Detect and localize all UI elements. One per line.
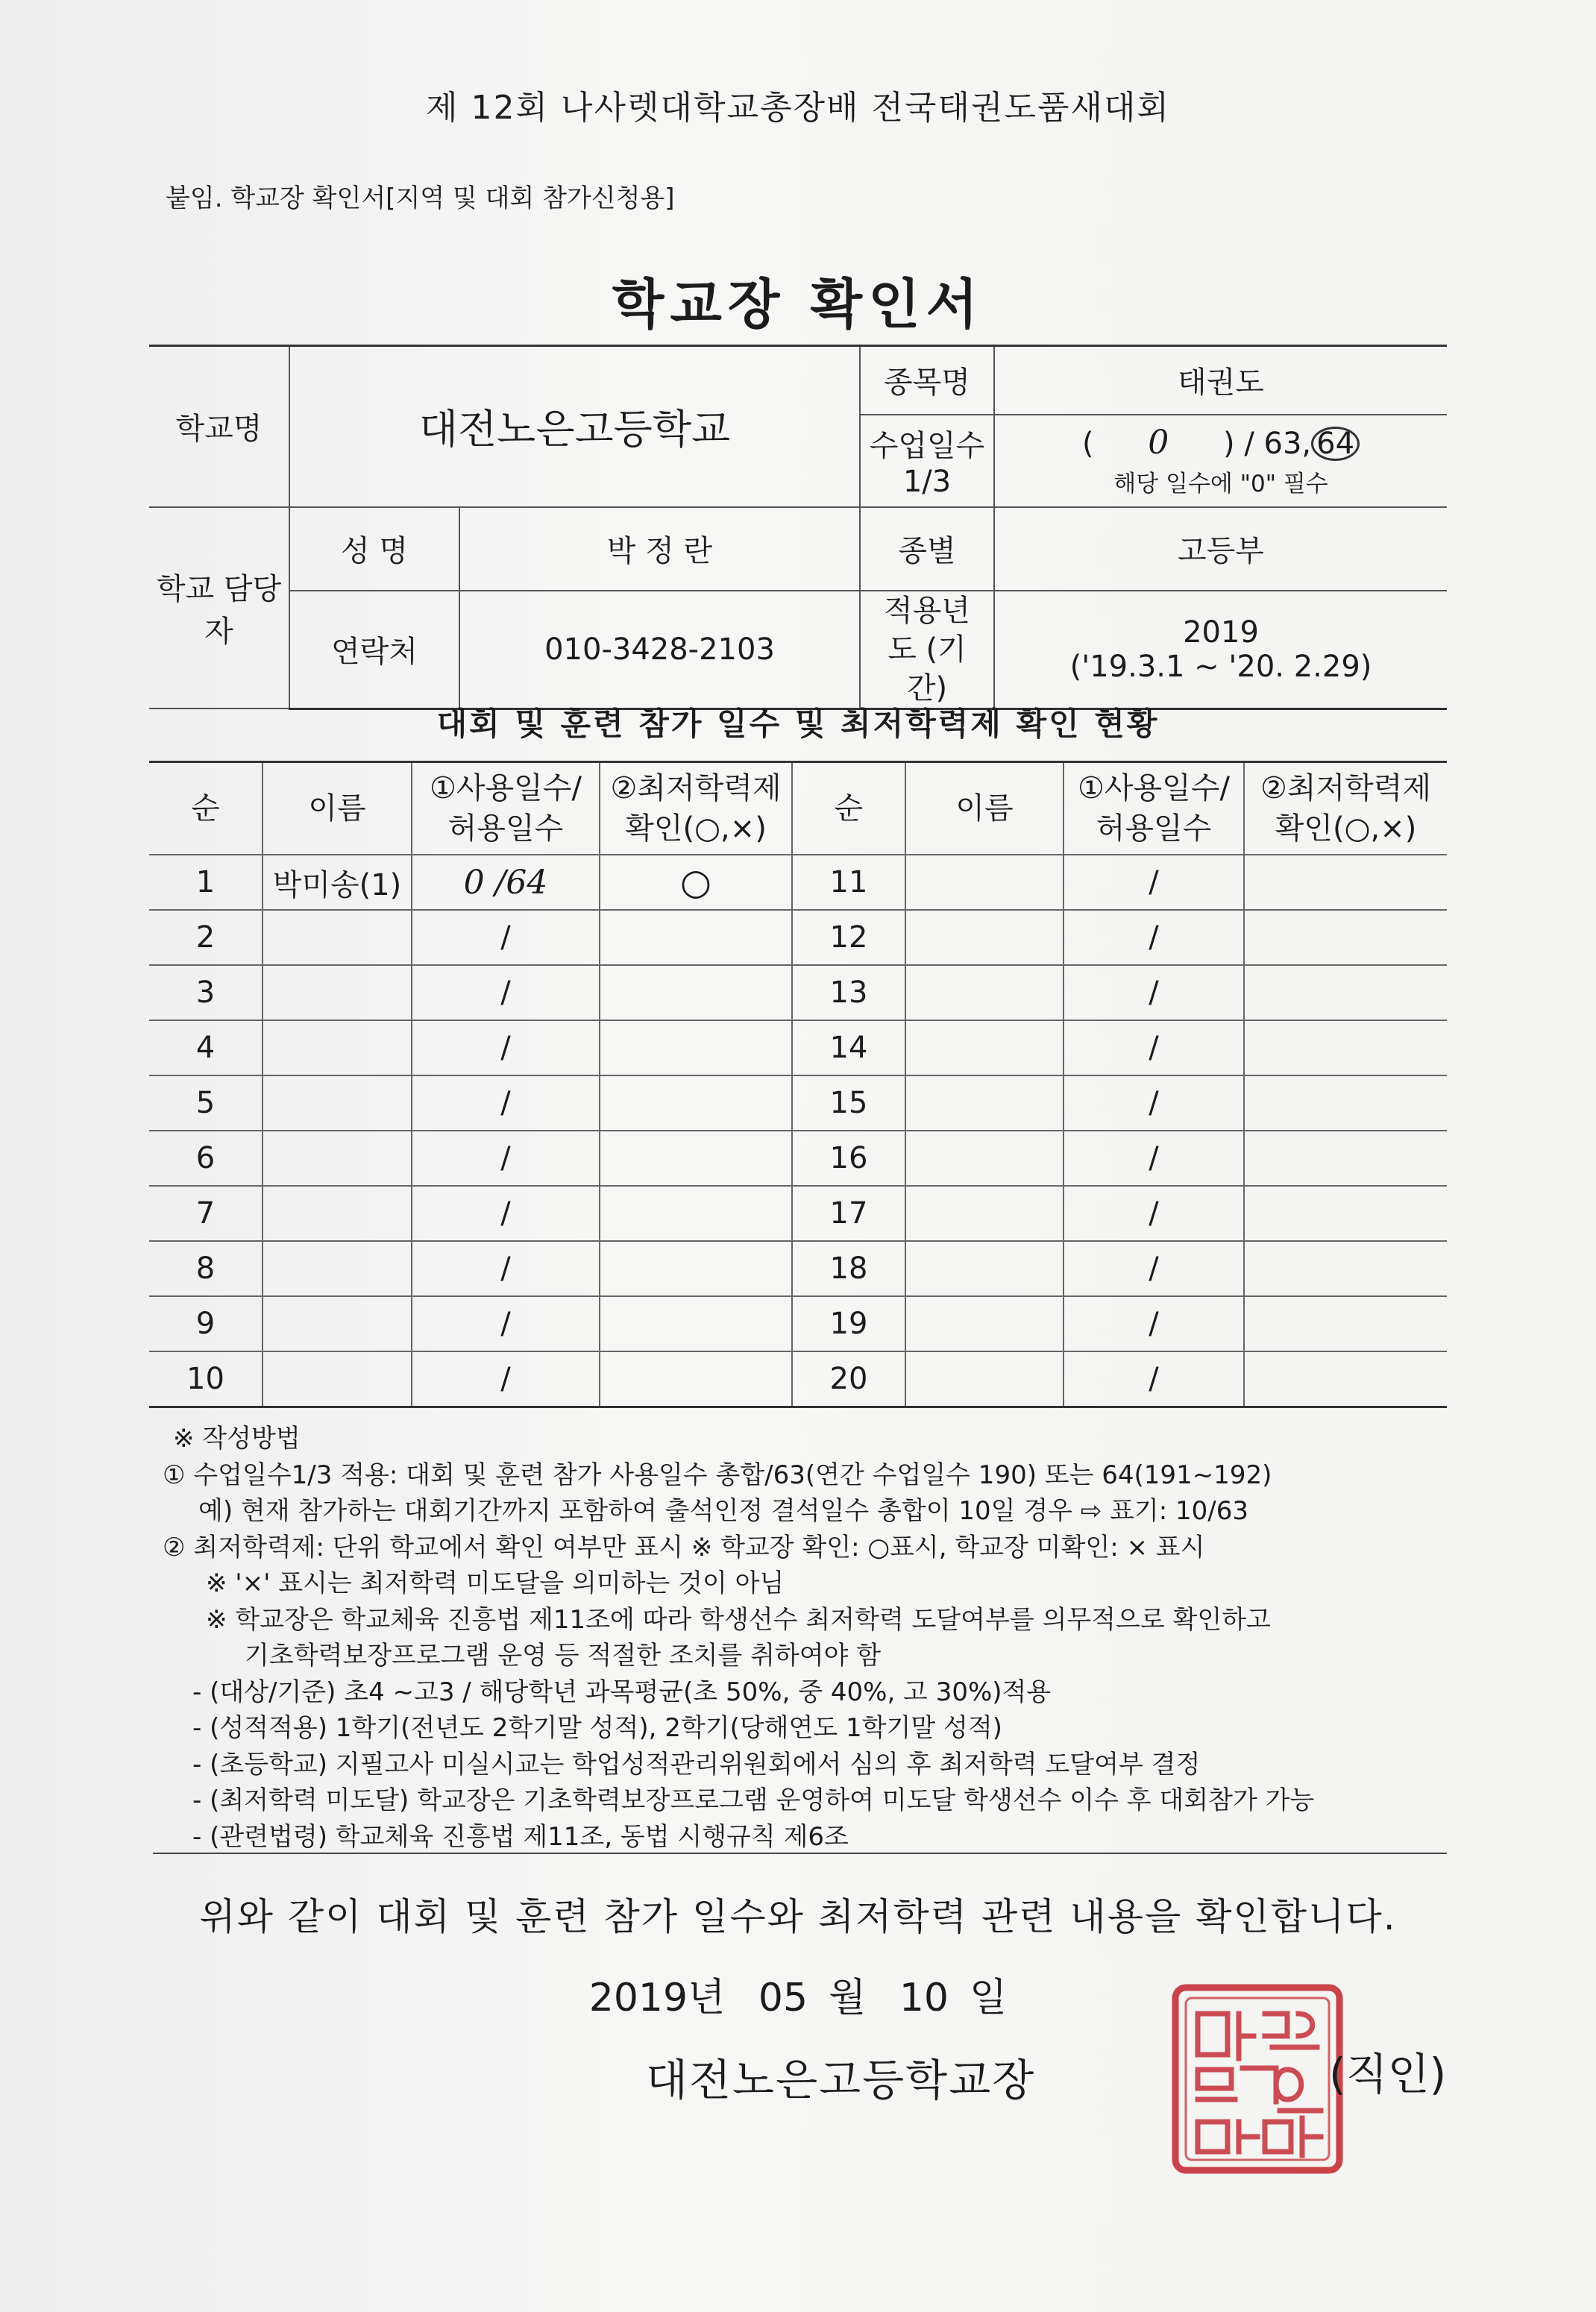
- row-used-days: /: [412, 1241, 600, 1296]
- class-days-fraction: 1/3: [902, 465, 952, 499]
- row-min-academic-check-2: [1244, 1020, 1447, 1075]
- note-2-a: ※ '×' 표시는 최저학력 미도달을 의미하는 것이 아님: [206, 1568, 785, 1598]
- detail-4: - (최저학력 미도달) 학교장은 기초학력보장프로그램 운영하여 미도달 학생선수 이수 후 대회참가 가능: [192, 1785, 1315, 1815]
- contact-person-label: 학교 담당자: [149, 507, 289, 709]
- class-days-option-63: 63,: [1263, 426, 1312, 461]
- row-name-2: [905, 855, 1064, 910]
- seal-mark-label: (직인): [1329, 2049, 1447, 2099]
- row-name: [263, 1131, 412, 1186]
- row-name: [263, 1020, 412, 1075]
- class-days-open: (: [1081, 426, 1094, 461]
- row-used-days-2: /: [1064, 910, 1244, 965]
- note-2-b-cont: 기초학력보장프로그램 운영 등 적절한 조치를 취하여야 함: [245, 1641, 882, 1671]
- row-number-2: 18: [792, 1241, 905, 1296]
- header-used-days-line2: 허용일수: [447, 811, 564, 846]
- row-number: 6: [149, 1131, 263, 1186]
- header-used-days-2-line1: ①사용일수/: [1078, 771, 1230, 805]
- header-name-2: 이름: [905, 762, 1064, 855]
- row-used-days: /: [412, 1296, 600, 1351]
- table-row: [149, 1131, 1447, 1186]
- table-header-row: [149, 762, 1447, 855]
- table-row: [149, 1351, 1447, 1407]
- class-days-label: [860, 415, 994, 507]
- principal-title: 대전노은고등학교장: [646, 2055, 1036, 2105]
- row-min-academic-check-2: [1244, 1075, 1447, 1131]
- header-used-days-2-line2: 허용일수: [1096, 811, 1212, 846]
- header-used-days: [412, 762, 600, 855]
- row-used-days-2: /: [1064, 1186, 1244, 1241]
- note-1: ① 수업일수1/3 적용: 대회 및 훈련 참가 사용일수 총합/63(연간 수업일수 190) 또는 64(191~192): [163, 1460, 1272, 1490]
- row-min-academic-check: [600, 1351, 792, 1407]
- header-number-2: 순: [792, 762, 905, 855]
- class-days-option-64-circled: 64: [1311, 427, 1360, 461]
- row-used-days-2: /: [1064, 1241, 1244, 1296]
- header-used-days-2: [1064, 762, 1244, 855]
- name-label: 성 명: [289, 507, 459, 591]
- row-number: 10: [149, 1351, 263, 1407]
- detail-1: - (대상/기준) 초4 ~고3 / 해당학년 과목평균(초 50%, 중 40%, 고 30%)적용: [192, 1677, 1052, 1707]
- row-used-days: /: [412, 910, 600, 965]
- school-name-value: 대전노은고등학교: [289, 346, 860, 507]
- row-used-days-2: /: [1064, 855, 1244, 910]
- date-month-unit: 월: [829, 1976, 867, 2020]
- note-2: ② 최저학력제: 단위 학교에서 확인 여부만 표시 ※ 학교장 확인: ○표시, 학교장 미확인: × 표시: [163, 1532, 1205, 1562]
- row-number-2: 13: [792, 965, 905, 1020]
- row-number: 5: [149, 1075, 263, 1131]
- detail-2: - (성적적용) 1학기(전년도 2학기말 성적), 2학기(당해연도 1학기말 성적): [192, 1713, 1002, 1743]
- class-days-label-text: 수업일수: [869, 429, 985, 463]
- row-min-academic-check: [600, 1186, 792, 1241]
- school-name-label: 학교명: [149, 346, 289, 507]
- row-min-academic-check: [600, 1020, 792, 1075]
- class-days-slash: /: [1244, 426, 1254, 461]
- date-year: 2019년: [588, 1976, 726, 2020]
- detail-5: - (관련법령) 학교체육 진흥법 제11조, 동법 시행규칙 제6조: [192, 1821, 849, 1852]
- row-number-2: 14: [792, 1020, 905, 1075]
- row-name-2: [905, 910, 1064, 965]
- row-number-2: 16: [792, 1131, 905, 1186]
- table-row: [149, 1020, 1447, 1075]
- name-value: 박 정 란: [459, 507, 860, 591]
- row-min-academic-check-2: [1244, 1131, 1447, 1186]
- date-month: 05: [758, 1976, 808, 2020]
- row-used-days: /: [412, 1186, 600, 1241]
- header-min-academic-2-line1: ②최저학력제: [1260, 771, 1432, 805]
- row-number: 4: [149, 1020, 263, 1075]
- table-row: [149, 965, 1447, 1020]
- row-used-days: /: [412, 1351, 600, 1407]
- row-min-academic-check-2: [1244, 1241, 1447, 1296]
- row-name: [263, 1075, 412, 1131]
- division-value: 고등부: [994, 507, 1447, 591]
- row-name: [263, 1296, 412, 1351]
- row-used-days-2: /: [1064, 1351, 1244, 1407]
- sport-value: 태권도: [994, 346, 1447, 415]
- row-min-academic-check-2: [1244, 1296, 1447, 1351]
- header-min-academic-2: [1244, 762, 1447, 855]
- table-row: [149, 910, 1447, 965]
- phone-label: 연락처: [289, 591, 459, 709]
- row-name: [263, 1241, 412, 1296]
- participation-table: [149, 761, 1447, 1408]
- section-title: 대회 및 훈련 참가 일수 및 최저학력제 확인 현황: [436, 706, 1160, 742]
- date-day: 10: [899, 1976, 949, 2020]
- row-min-academic-check: [600, 1075, 792, 1131]
- row-used-days: /: [412, 1131, 600, 1186]
- header-min-academic-line2: 확인(○,×): [625, 811, 767, 846]
- note-1-example: 예) 현재 참가하는 대회기간까지 포함하여 출석인정 결석일수 총합이 10일 경우 ⇨ 표기: 10/63: [198, 1496, 1248, 1526]
- school-info-table: [149, 345, 1447, 710]
- row-min-academic-check-2: [1244, 910, 1447, 965]
- row-used-days: 0 /64: [412, 855, 600, 910]
- row-name: [263, 965, 412, 1020]
- row-min-academic-check: [600, 965, 792, 1020]
- row-number-2: 19: [792, 1296, 905, 1351]
- event-title: 제 12회 나사렛대학교총장배 전국태권도품새대회: [425, 89, 1171, 127]
- class-days-close: ): [1222, 426, 1235, 461]
- header-min-academic-line1: ②최저학력제: [610, 771, 782, 805]
- row-used-days-2: /: [1064, 1020, 1244, 1075]
- row-used-days: /: [412, 1020, 600, 1075]
- date-day-unit: 일: [969, 1976, 1008, 2020]
- row-number: 7: [149, 1186, 263, 1241]
- sport-label: 종목명: [860, 346, 994, 415]
- row-name: 박미송(1): [263, 855, 412, 910]
- row-name-2: [905, 1241, 1064, 1296]
- row-number: 9: [149, 1296, 263, 1351]
- header-min-academic-2-line2: 확인(○,×): [1275, 811, 1417, 846]
- division-label: 종별: [860, 507, 994, 591]
- table-row: [149, 855, 1447, 910]
- row-min-academic-check: [600, 910, 792, 965]
- class-days-note: 해당 일수에 "0" 필수: [1113, 470, 1328, 497]
- row-number: 8: [149, 1241, 263, 1296]
- row-name-2: [905, 965, 1064, 1020]
- year-label: 적용년도 (기간): [860, 591, 994, 709]
- row-used-days-2: /: [1064, 1131, 1244, 1186]
- header-name: 이름: [263, 762, 412, 855]
- instructions: [163, 1421, 1475, 1855]
- year-value: [994, 591, 1447, 709]
- row-name-2: [905, 1075, 1064, 1131]
- row-number-2: 12: [792, 910, 905, 965]
- table-row: [149, 1186, 1447, 1241]
- row-used-days: /: [412, 965, 600, 1020]
- annex-label: 붙임. 학교장 확인서[지역 및 대회 참가신청용]: [166, 183, 675, 213]
- row-min-academic-check: [600, 1131, 792, 1186]
- class-days-value: [994, 415, 1447, 507]
- row-name-2: [905, 1020, 1064, 1075]
- row-used-days: /: [412, 1075, 600, 1131]
- class-days-handwritten: 0: [1148, 423, 1169, 462]
- header-used-days-line1: ①사용일수/: [430, 771, 582, 805]
- header-min-academic: [600, 762, 792, 855]
- row-used-days-2: /: [1064, 965, 1244, 1020]
- row-name-2: [905, 1296, 1064, 1351]
- row-number: 2: [149, 910, 263, 965]
- row-min-academic-check: [600, 1241, 792, 1296]
- divider: [153, 1853, 1447, 1854]
- row-name-2: [905, 1186, 1064, 1241]
- instructions-heading: ※ 작성방법: [173, 1424, 301, 1454]
- year-value-period: ('19.3.1 ~ '20. 2.29): [1069, 649, 1372, 684]
- row-number-2: 11: [792, 855, 905, 910]
- row-name: [263, 910, 412, 965]
- table-row: [149, 1241, 1447, 1296]
- row-min-academic-check-2: [1244, 965, 1447, 1020]
- row-min-academic-check: [600, 1296, 792, 1351]
- note-2-b: ※ 학교장은 학교체육 진흥법 제11조에 따라 학생선수 최저학력 도달여부를 의무적으로 확인하고: [206, 1604, 1271, 1635]
- row-min-academic-check: ○: [600, 855, 792, 910]
- row-number-2: 20: [792, 1351, 905, 1407]
- header-number: 순: [149, 762, 263, 855]
- issue-date: [0, 1966, 1596, 2022]
- row-name: [263, 1186, 412, 1241]
- row-min-academic-check-2: [1244, 1351, 1447, 1407]
- year-value-year: 2019: [1183, 615, 1259, 650]
- row-min-academic-check-2: [1244, 1186, 1447, 1241]
- row-name-2: [905, 1351, 1064, 1407]
- row-number-2: 15: [792, 1075, 905, 1131]
- table-row: [149, 1296, 1447, 1351]
- row-name-2: [905, 1131, 1064, 1186]
- row-used-days-2: /: [1064, 1075, 1244, 1131]
- row-name: [263, 1351, 412, 1407]
- row-min-academic-check-2: [1244, 855, 1447, 910]
- phone-value: 010-3428-2103: [459, 591, 860, 709]
- official-seal-stamp: [1168, 1980, 1347, 2178]
- row-number-2: 17: [792, 1186, 905, 1241]
- document-title: 학교장 확인서: [612, 273, 984, 336]
- row-number: 3: [149, 965, 263, 1020]
- table-row: [149, 1075, 1447, 1131]
- confirmation-statement: 위와 같이 대회 및 훈련 참가 일수와 최저학력 관련 내용을 확인합니다.: [199, 1895, 1397, 1938]
- row-number: 1: [149, 855, 263, 910]
- row-used-days-2: /: [1064, 1296, 1244, 1351]
- detail-3: - (초등학교) 지필고사 미실시교는 학업성적관리위원회에서 심의 후 최저학력 도달여부 결정: [192, 1749, 1201, 1779]
